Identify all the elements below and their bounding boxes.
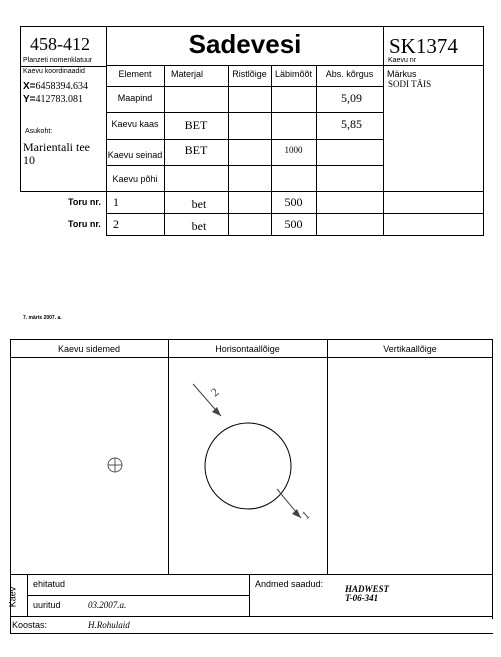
coord-y-label: Y= <box>23 94 36 105</box>
plan-number: 458-412 <box>30 34 90 54</box>
header-abs-height: Abs. kõrgus <box>325 69 374 79</box>
pipe-diameter: 500 <box>284 195 303 209</box>
pipe-label: Toru nr. <box>68 197 101 207</box>
coord-x <box>23 81 88 92</box>
remark-value: SODI TÄIS <box>388 79 432 89</box>
pipe-nr: 2 <box>113 217 119 231</box>
coords-label: Kaevu koordinaadid <box>23 68 85 75</box>
horizontal-section-drawing <box>169 358 327 574</box>
coord-x-label: X= <box>23 81 36 92</box>
pipe-material: bet <box>191 219 207 233</box>
compiled-label: Koostas: <box>12 620 48 630</box>
data-source-value1: HADWEST <box>345 584 390 594</box>
pipe-nr: 1 <box>113 195 119 209</box>
pipe-diameter: 500 <box>284 217 303 231</box>
header-cross-section: Ristlõige <box>232 69 267 79</box>
compiled-value: H.Rohulaid <box>88 620 130 630</box>
header-material: Materjal <box>170 69 203 79</box>
pipe-material: bet <box>191 197 207 211</box>
row-material: BET <box>184 118 208 132</box>
row-element: Kaevu kaas <box>111 119 159 129</box>
arrow-label-2: 2 <box>207 384 222 400</box>
header-remark: Märkus <box>387 69 417 79</box>
row-diameter: 1000 <box>284 145 303 155</box>
header-diameter: Läbimõõt <box>274 69 313 79</box>
surveyed-label: uuritud <box>33 600 61 610</box>
row-element: Kaevu seinad <box>107 150 163 160</box>
header-element: Element <box>118 69 152 79</box>
row-element: Maapind <box>117 93 153 103</box>
coord-x-value: 6458394.634 <box>35 81 89 92</box>
document-title: Sadevesi <box>188 29 302 59</box>
section-middle-title: Horisontaallõige <box>215 344 280 354</box>
section-right-title: Vertikaallõige <box>383 344 437 354</box>
location-value: Marientali tee 10 <box>23 140 90 167</box>
arrow-label-1: 1 <box>298 507 313 523</box>
plan-label: Planzeti nomenklatuur <box>23 57 93 64</box>
row-abs: 5,85 <box>341 117 362 131</box>
arrowhead-2 <box>212 407 221 416</box>
location-label: Asukoht: <box>25 128 53 135</box>
footer-side-label: Kaev <box>7 586 18 608</box>
section-left-title: Kaevu sidemed <box>57 344 121 354</box>
data-source-label: Andmed saadud: <box>255 579 324 589</box>
document-date: 7. märts 2007. a. <box>23 315 62 321</box>
well-id-label: Kaevu nr <box>388 57 417 64</box>
pipe-label: Toru nr. <box>68 219 101 229</box>
row-material: BET <box>184 143 208 157</box>
row-abs: 5,09 <box>341 91 362 105</box>
coord-y <box>23 94 83 105</box>
row-element: Kaevu põhi <box>112 174 158 184</box>
coord-y-value: 412783.081 <box>35 94 84 105</box>
built-label: ehitatud <box>33 579 66 589</box>
surveyed-value: 03.2007.a. <box>88 600 127 610</box>
well-circle <box>205 423 291 509</box>
data-source-value2: T-06-341 <box>345 593 379 603</box>
well-id: SK1374 <box>389 34 458 58</box>
well-symbol-icon <box>105 455 125 475</box>
